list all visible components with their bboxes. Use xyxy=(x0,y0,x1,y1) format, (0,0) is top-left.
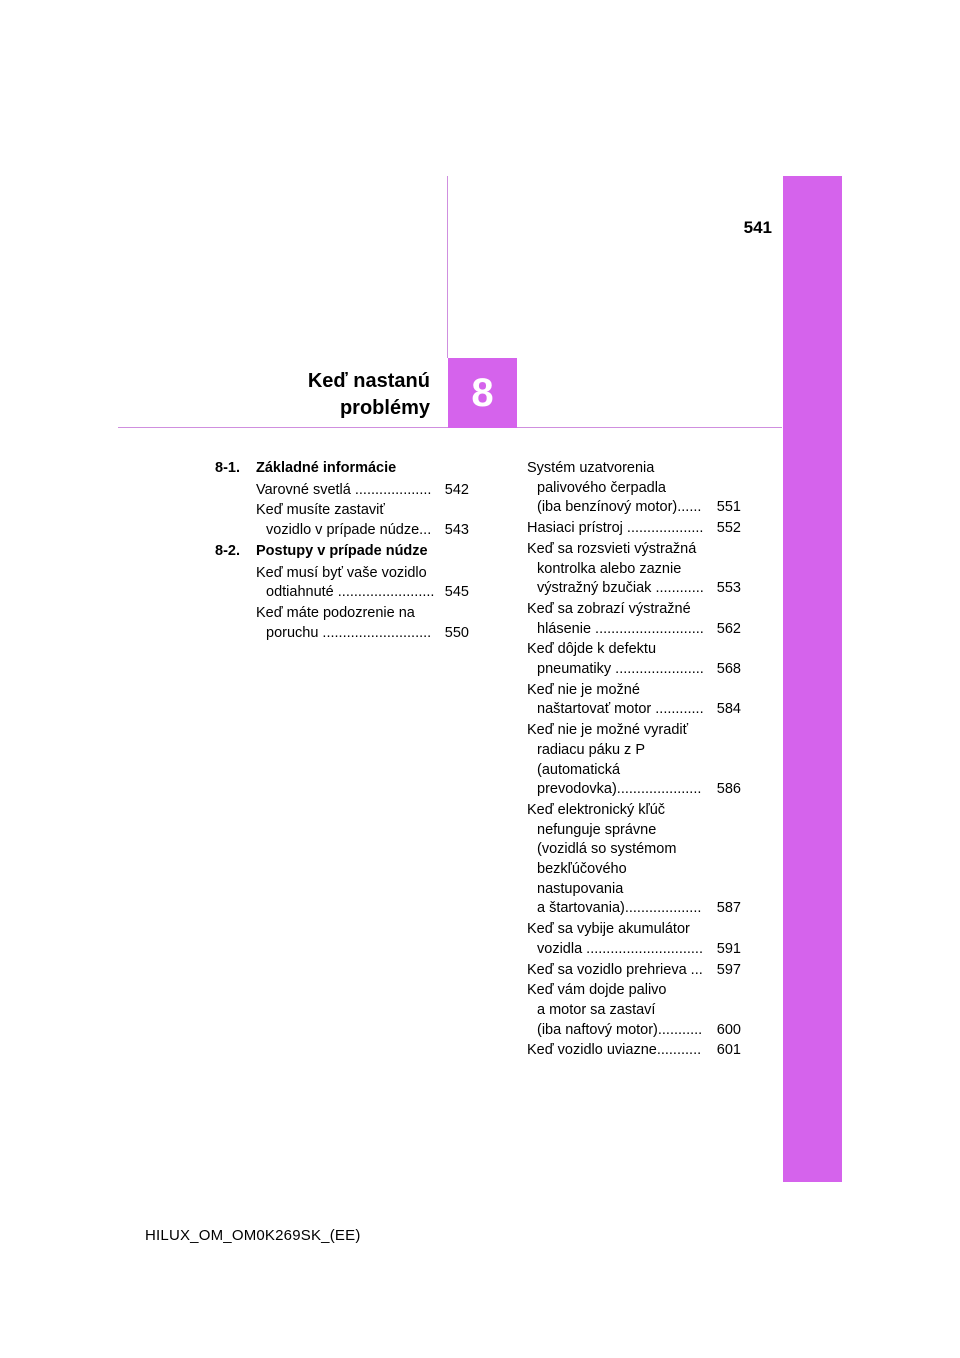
toc-entry-line: (iba naftový motor)........... xyxy=(537,1021,703,1038)
toc-entry[interactable] xyxy=(527,721,741,800)
toc-entry[interactable] xyxy=(527,981,741,1040)
toc-entry-text xyxy=(256,564,444,603)
toc-entry-line: naštartovať motor ............ xyxy=(537,701,704,718)
toc-entry-line: Hasiaci prístroj ................... xyxy=(527,520,704,537)
toc-entry-line: Keď elektronický kľúč xyxy=(527,801,666,818)
toc-entry-line: Keď nie je možné xyxy=(527,681,640,698)
toc-entry-line: Keď musíte zastaviť xyxy=(256,502,385,519)
toc-entry-line: Keď sa vozidlo prehrieva ... xyxy=(527,961,703,978)
toc-entry-page: 553 xyxy=(716,580,741,597)
toc-entry-line: (automatická xyxy=(537,761,621,778)
toc-entry-page: 601 xyxy=(716,1042,741,1059)
document-code: HILUX_OM_OM0K269SK_(EE) xyxy=(145,1227,361,1244)
chapter-title xyxy=(200,368,430,422)
toc-entry[interactable] xyxy=(256,564,469,603)
toc-entry[interactable] xyxy=(527,519,741,539)
toc-entry-line: (iba benzínový motor)...... xyxy=(537,499,702,516)
toc-entry-page: 550 xyxy=(444,624,469,641)
toc-section-title: Postupy v prípade núdze xyxy=(256,542,428,559)
toc-entry-line: Varovné svetlá ................... xyxy=(256,481,432,498)
toc-right-column xyxy=(527,459,741,1062)
toc-entry-line: Keď musí byť vaše vozidlo xyxy=(256,564,427,581)
toc-entry-text xyxy=(527,981,716,1040)
toc-section-title: Základné informácie xyxy=(256,460,397,476)
toc-entry-text xyxy=(527,961,716,981)
toc-entry-line: Keď sa zobrazí výstražné xyxy=(527,600,691,617)
toc-entry-page: 568 xyxy=(716,661,741,678)
toc-entry-line: poruchu ........................... xyxy=(266,624,432,641)
toc-entry-line: (vozidlá so systémom xyxy=(537,841,677,858)
toc-entry[interactable] xyxy=(256,481,469,501)
toc-entry-line: odtiahnuté ........................ xyxy=(266,584,435,601)
toc-entry-page: 562 xyxy=(716,620,741,637)
toc-entry-text xyxy=(256,604,444,643)
toc-entry-line: prevodovka)..................... xyxy=(537,781,702,798)
toc-entry-line: pneumatiky ...................... xyxy=(537,661,704,678)
toc-entry[interactable] xyxy=(527,1041,741,1061)
toc-entry-page: 587 xyxy=(716,900,741,917)
toc-entry[interactable] xyxy=(527,540,741,599)
toc-entry-line: Keď máte podozrenie na xyxy=(256,604,415,621)
toc-entry-text xyxy=(527,640,716,679)
toc-entry-line: hlásenie ........................... xyxy=(537,620,704,637)
toc-entry-text xyxy=(527,681,716,720)
toc-entry[interactable] xyxy=(527,961,741,981)
chapter-number-box xyxy=(448,358,517,428)
toc-entry-page: 543 xyxy=(444,522,469,539)
toc-entry-line: Keď sa rozsvieti výstražná xyxy=(527,540,697,557)
toc-entry-line: bezkľúčového nastupovania xyxy=(537,861,627,897)
toc-entry-page: 542 xyxy=(444,481,469,498)
toc-entry-line: Keď vám dojde palivo xyxy=(527,982,667,999)
toc-entry-page: 600 xyxy=(716,1021,741,1038)
toc-entry[interactable] xyxy=(527,801,741,919)
toc-entry-line: Keď nie je možné vyradiť xyxy=(527,722,689,739)
toc-entry-text xyxy=(256,481,444,501)
toc-entry-line: vozidla ............................. xyxy=(537,940,703,957)
toc-entry-line: vozidlo v prípade núdze... xyxy=(266,522,432,539)
toc-entry-line: palivového čerpadla xyxy=(537,479,666,496)
toc-entry[interactable] xyxy=(256,604,469,643)
toc-section-heading xyxy=(215,459,469,479)
toc-entry-page: 551 xyxy=(716,499,741,516)
toc-entry-page: 545 xyxy=(444,584,469,601)
toc-entry-page: 591 xyxy=(716,940,741,957)
toc-entry-text xyxy=(256,501,444,540)
toc-entry-line: kontrolka alebo zaznie xyxy=(537,560,682,577)
toc-entry[interactable] xyxy=(527,459,741,518)
toc-entry-line: a motor sa zastaví xyxy=(537,1001,656,1018)
toc-entry-text xyxy=(527,459,716,518)
toc-entry[interactable] xyxy=(527,600,741,639)
toc-entry-line: Keď sa vybije akumulátor xyxy=(527,921,690,938)
toc-entry[interactable] xyxy=(527,920,741,959)
chapter-title-line2: problémy xyxy=(339,397,430,419)
toc-entry-page: 597 xyxy=(716,961,741,978)
toc-entry-line: a štartovania)................... xyxy=(537,900,702,917)
toc-entry-line: výstražný bzučiak ............ xyxy=(537,580,704,597)
toc-entry[interactable] xyxy=(527,681,741,720)
toc-entry-line: Systém uzatvorenia xyxy=(527,460,655,476)
toc-entry-line: Keď vozidlo uviazne........... xyxy=(527,1042,702,1059)
page-number: 541 xyxy=(743,218,772,237)
toc-entry-text xyxy=(527,1041,716,1061)
toc-entry-text xyxy=(527,540,716,599)
toc-entry-line: radiacu páku z P xyxy=(537,741,646,758)
header-vertical-rule xyxy=(447,176,448,358)
chapter-thumb-tab xyxy=(783,176,842,1182)
toc-entry-text xyxy=(527,920,716,959)
toc-entry-line: nefunguje správne xyxy=(537,821,657,838)
toc-entry-page: 586 xyxy=(716,781,741,798)
toc-entry-text xyxy=(527,519,716,539)
chapter-number: 8 xyxy=(471,370,494,415)
toc-section-heading xyxy=(215,542,469,562)
toc-entry-text xyxy=(527,721,716,800)
chapter-title-line1: Keď nastanú xyxy=(307,370,430,392)
toc-section-number: 8-2. xyxy=(215,542,240,559)
toc-left-column xyxy=(215,459,469,644)
toc-entry-text xyxy=(527,600,716,639)
toc-entry-line: Keď dôjde k defektu xyxy=(527,641,657,658)
toc-entry-page: 584 xyxy=(716,701,741,718)
toc-entry[interactable] xyxy=(527,640,741,679)
toc-section-number: 8-1. xyxy=(215,460,240,476)
toc-entry-text xyxy=(527,801,716,919)
toc-entry-page: 552 xyxy=(716,520,741,537)
toc-entry[interactable] xyxy=(256,501,469,540)
